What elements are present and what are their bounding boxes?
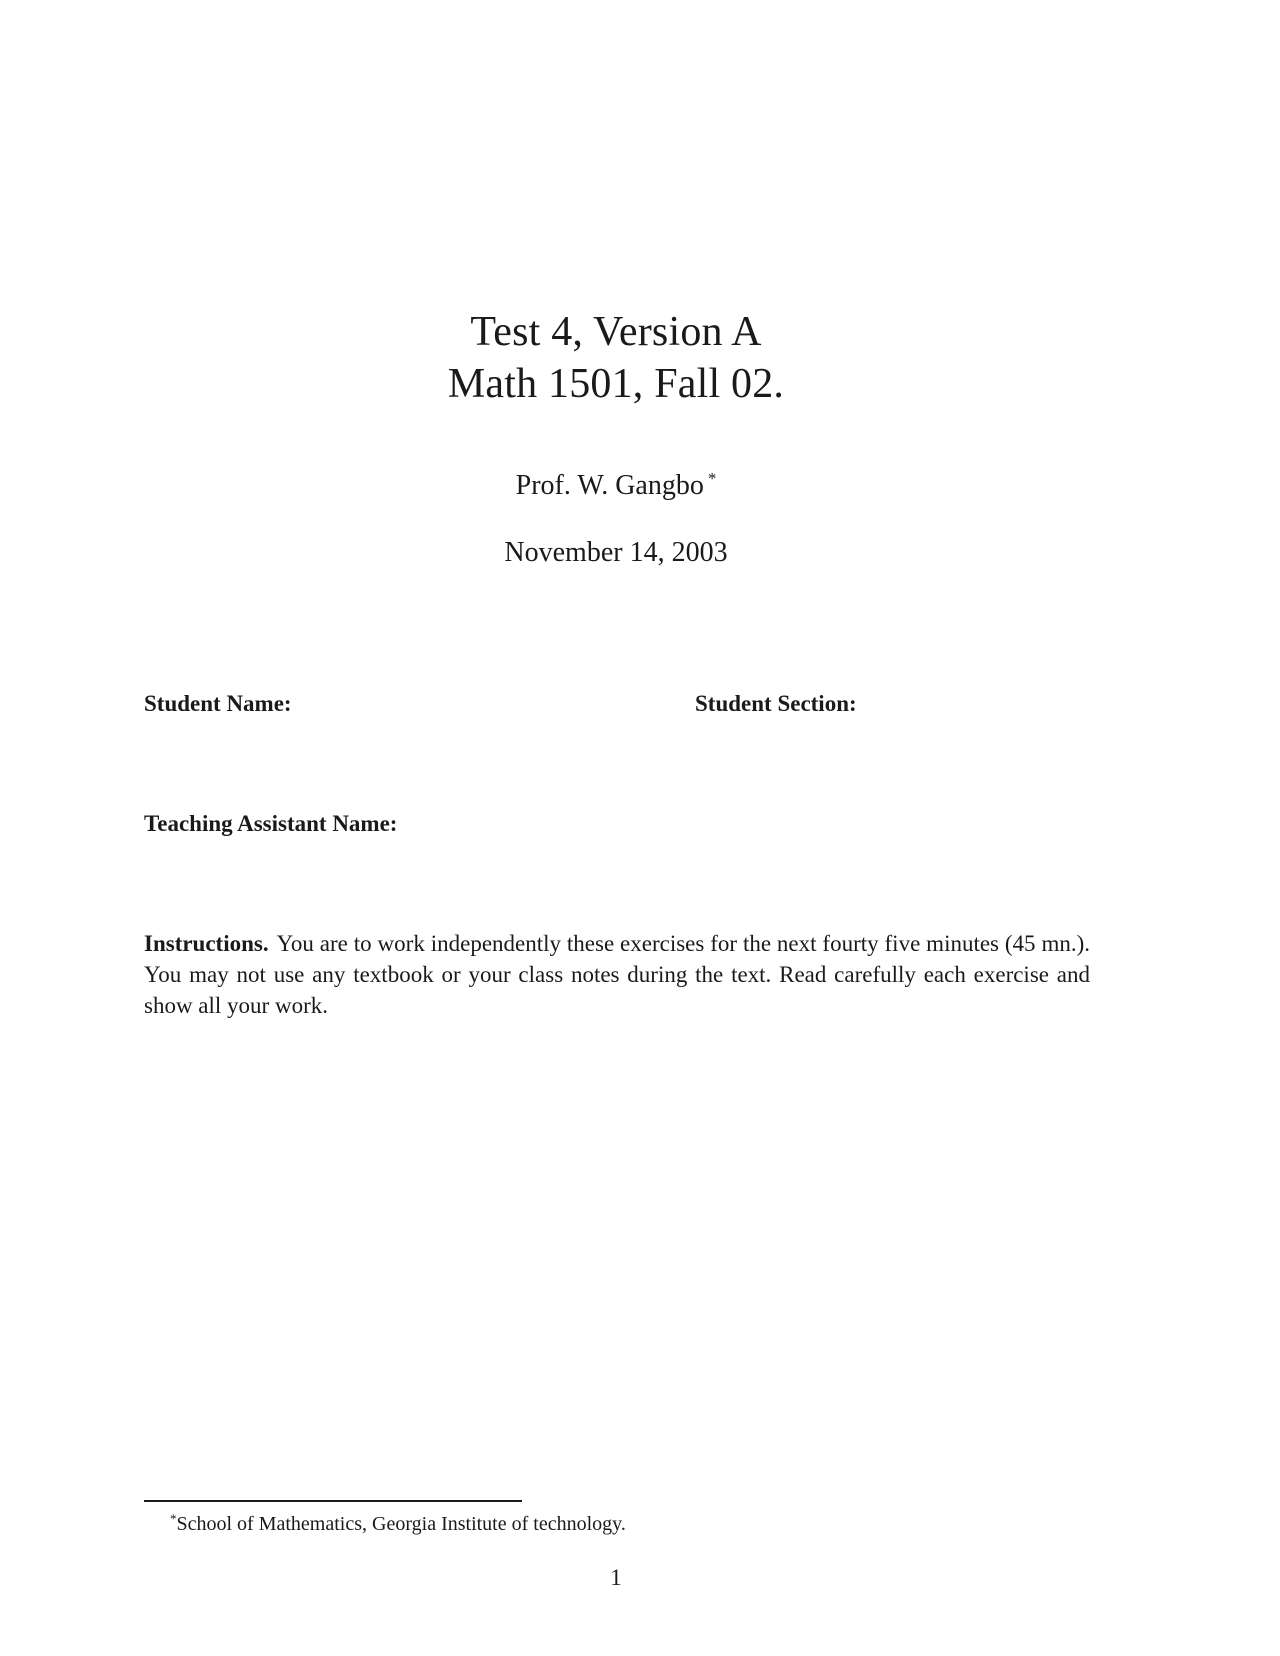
footnote-text: School of Mathematics, Georgia Institute of technology. [176, 1513, 626, 1535]
title-block [0, 306, 1232, 410]
instructions-text: You are to work independently these exercises for the next fourty five minutes (45 mn.). You may not use any textbook or your class notes during the text. Read carefully each exercise and show all your work. [144, 931, 1090, 1018]
author-name: Prof. W. Gangbo [515, 470, 704, 501]
student-section-label: Student Section: [695, 691, 857, 716]
student-name-label: Student Name: [144, 691, 292, 716]
title-line-2: Math 1501, Fall 02. [447, 361, 785, 407]
exam-date: November 14, 2003 [504, 537, 728, 568]
title-line-1: Test 4, Version A [470, 309, 762, 355]
instructions-paragraph [144, 928, 1090, 1021]
page-number: 1 [610, 1565, 622, 1590]
author-footnote-mark: * [707, 469, 717, 488]
footnote-mark: * [170, 1511, 177, 1526]
instructions-lead: Instructions. [144, 931, 269, 956]
author [0, 462, 1232, 503]
teaching-assistant-name-label: Teaching Assistant Name: [144, 811, 398, 836]
footnote [170, 1506, 626, 1537]
footnote-rule [144, 1500, 522, 1502]
